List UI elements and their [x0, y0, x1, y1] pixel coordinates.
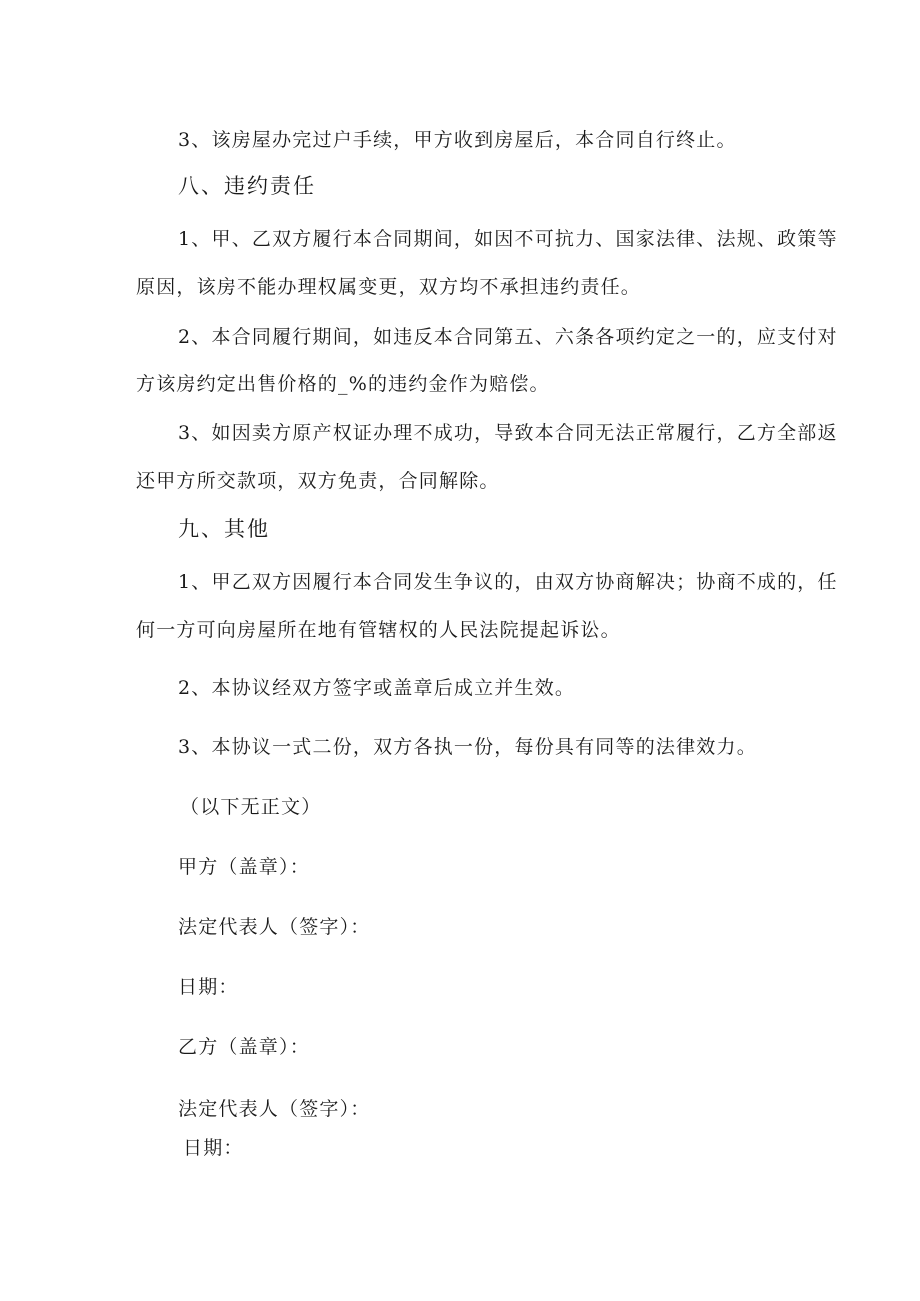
clause-9-item-1-line-2: 何一方可向房屋所在地有管辖权的人民法院提起诉讼。 [136, 619, 621, 641]
clause-8-item-1-line-2: 原因，该房不能办理权属变更，双方均不承担违约责任。 [136, 276, 642, 298]
clause-9-item-2: 2、本协议经双方签字或盖章后成立并生效。 [178, 677, 576, 699]
party-b-seal-label: 乙方（盖章）： [178, 1036, 310, 1058]
party-a-date-label: 日期： [178, 976, 239, 998]
clause-9-item-1-line-1: 1、甲乙双方因履行本合同发生争议的，由双方协商解决；协商不成的，任 [178, 571, 838, 593]
clause-8-item-3-line-2: 还甲方所交款项，双方免责，合同解除。 [136, 470, 500, 492]
clause-8-item-2-line-2: 方该房约定出售价格的_%的违约金作为赔偿。 [136, 373, 550, 395]
party-b-date-label: 日期： [183, 1137, 244, 1159]
clause-9-item-3: 3、本协议一式二份，双方各执一份，每份具有同等的法律效力。 [178, 736, 757, 758]
party-a-representative-label: 法定代表人（签字）： [178, 916, 371, 938]
party-b-representative-label: 法定代表人（签字）： [178, 1098, 371, 1120]
section-8-heading: 八、违约责任 [178, 174, 316, 198]
no-further-text-note: （以下无正文） [180, 796, 322, 818]
clause-8-item-2-line-1: 2、本合同履行期间，如违反本合同第五、六条各项约定之一的，应支付对 [178, 326, 838, 348]
clause-8-item-3-line-1: 3、如因卖方原产权证办理不成功，导致本合同无法正常履行，乙方全部返 [178, 422, 838, 444]
section-9-heading: 九、其他 [178, 517, 270, 541]
clause-7-item-3: 3、该房屋办完过户手续，甲方收到房屋后，本合同自行终止。 [178, 129, 737, 151]
clause-8-item-1-line-1: 1、甲、乙双方履行本合同期间，如因不可抗力、国家法律、法规、政策等 [178, 228, 838, 250]
party-a-seal-label: 甲方（盖章）： [178, 856, 310, 878]
